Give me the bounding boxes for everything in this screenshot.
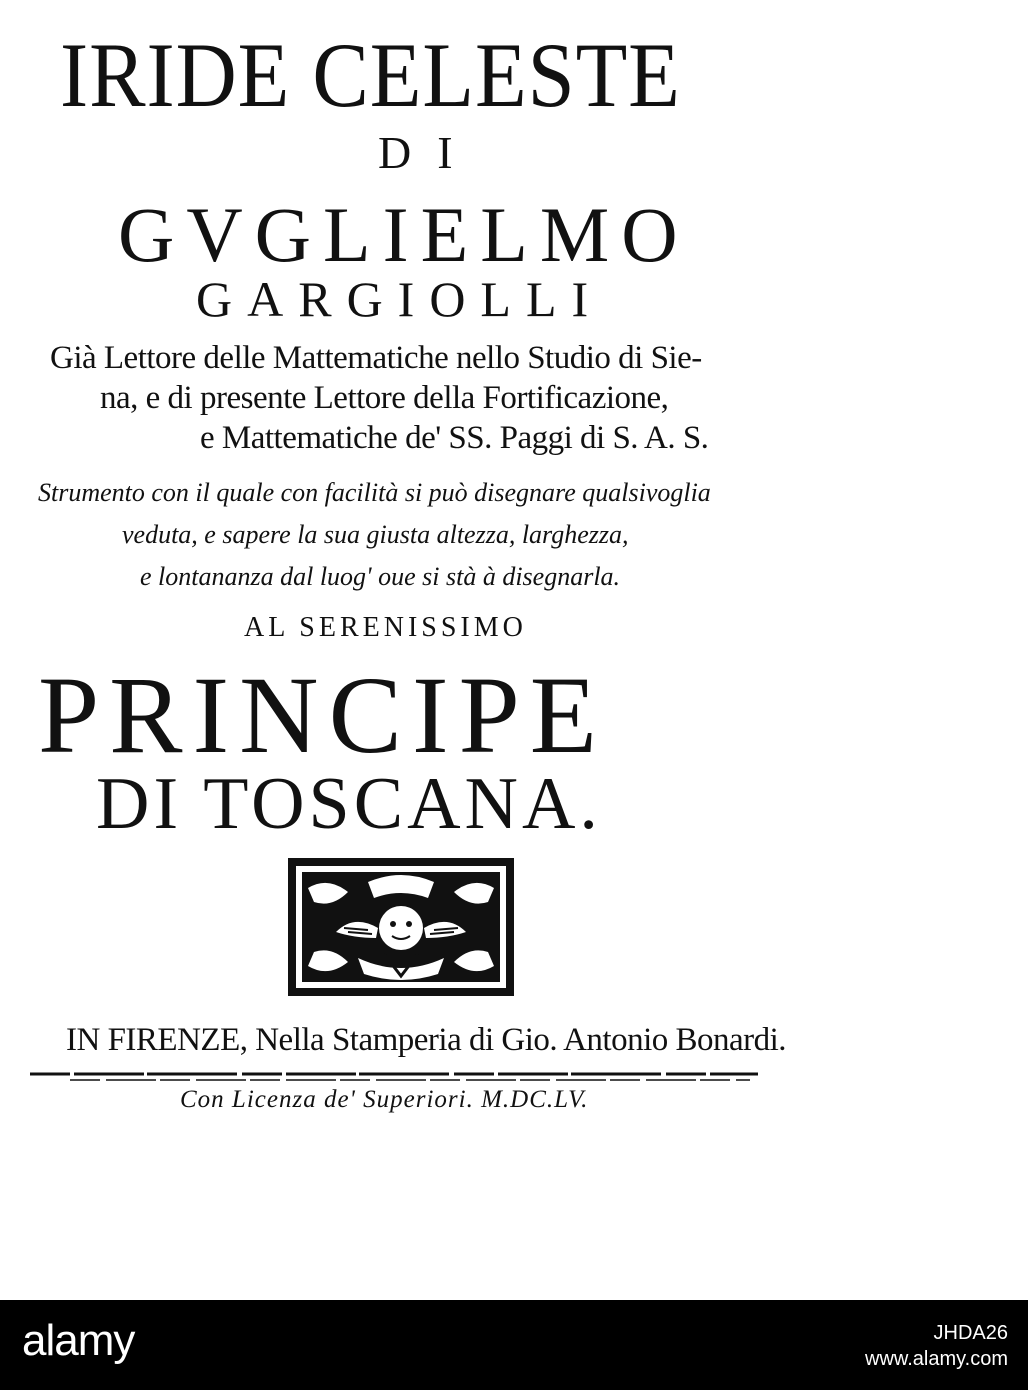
watermark-info <box>865 1320 1008 1372</box>
site-url: www.alamy.com <box>865 1348 1008 1370</box>
decorative-rule <box>30 1070 758 1084</box>
printer-ornament-icon <box>288 858 514 996</box>
author-first-name: GVGLIELMO <box>118 191 690 278</box>
subtitle-line: e lontananza dal luog' oue si stà à disegnarla. <box>140 562 621 591</box>
author-description-line: na, e di presente Lettore della Fortificazione, <box>100 380 669 416</box>
watermark-bar <box>0 1300 1028 1390</box>
author-last-name: GARGIOLLI <box>196 271 604 327</box>
dedicatee-di-toscana: DI TOSCANA. <box>96 763 602 845</box>
book-title: IRIDE CELESTE <box>60 24 681 126</box>
subtitle-line: Strumento con il quale con facilità si può disegnare qualsivoglia <box>38 478 711 507</box>
image-id: JHDA26 <box>933 1322 1008 1344</box>
dedication-line: AL SERENISSIMO <box>244 612 527 643</box>
dedicatee-principe: PRINCIPE <box>38 654 607 776</box>
subtitle-line: veduta, e sapere la sua giusta altezza, larghezza, <box>122 520 629 549</box>
author-description-line: Già Lettore delle Mattematiche nello Studio di Sie- <box>50 340 702 376</box>
license-line: Con Licenza de' Superiori. M.DC.LV. <box>180 1086 589 1113</box>
imprint-line: IN FIRENZE, Nella Stamperia di Gio. Antonio Bonardi. <box>66 1022 787 1058</box>
alamy-logo: alamy <box>22 1316 135 1365</box>
title-di: DI <box>378 127 479 178</box>
author-description-line: e Mattematiche de' SS. Paggi di S. A. S. <box>200 420 709 456</box>
